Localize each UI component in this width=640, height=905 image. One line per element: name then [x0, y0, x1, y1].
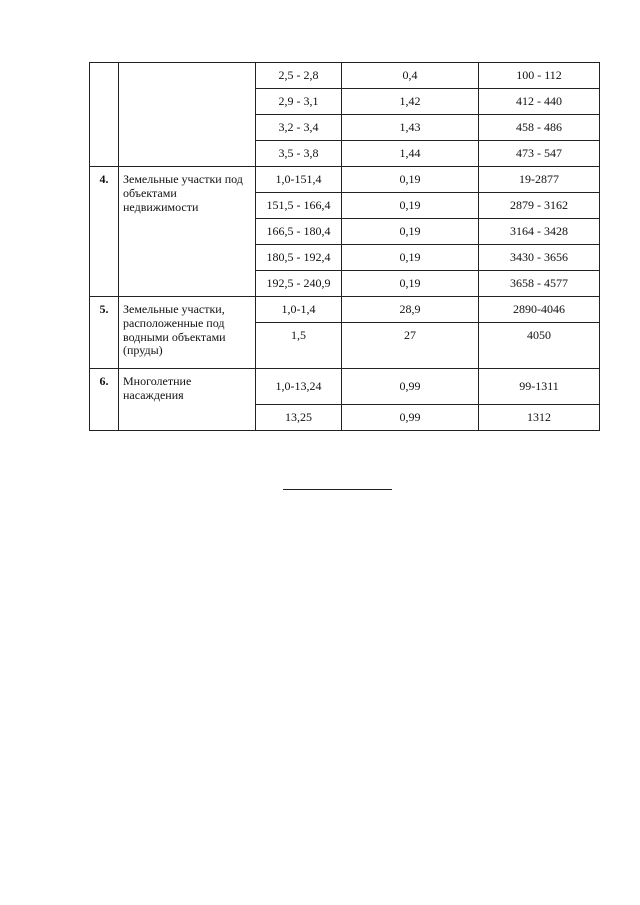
value-cell: 99-1311 — [479, 369, 600, 405]
area-range-cell: 166,5 - 180,4 — [256, 219, 342, 245]
coefficient-cell: 28,9 — [342, 297, 479, 323]
rates-table — [89, 62, 600, 431]
value-cell: 3658 - 4577 — [479, 271, 600, 297]
land-type-name: Многолетние насаждения — [119, 369, 256, 431]
area-range-cell: 2,9 - 3,1 — [256, 89, 342, 115]
coefficient-cell: 0,19 — [342, 271, 479, 297]
coefficient-cell: 1,42 — [342, 89, 479, 115]
value-cell: 4050 — [479, 323, 600, 369]
row-number: 4. — [90, 167, 119, 297]
coefficient-cell: 0,19 — [342, 167, 479, 193]
land-type-name: Земельные участки под объектами недвижимости — [119, 167, 256, 297]
value-cell: 1312 — [479, 405, 600, 431]
value-cell: 19-2877 — [479, 167, 600, 193]
land-type-name: Земельные участки, расположенные под водными объектами (пруды) — [119, 297, 256, 369]
coefficient-cell: 0,19 — [342, 219, 479, 245]
value-cell: 2879 - 3162 — [479, 193, 600, 219]
area-range-cell: 180,5 - 192,4 — [256, 245, 342, 271]
table-row — [90, 369, 600, 405]
value-cell: 3164 - 3428 — [479, 219, 600, 245]
end-of-document-line — [283, 489, 392, 490]
coefficient-cell: 0,99 — [342, 369, 479, 405]
area-range-cell: 3,5 - 3,8 — [256, 141, 342, 167]
coefficient-cell: 0,19 — [342, 193, 479, 219]
coefficient-cell: 27 — [342, 323, 479, 369]
coefficient-cell: 1,44 — [342, 141, 479, 167]
area-range-cell: 151,5 - 166,4 — [256, 193, 342, 219]
row-number: 5. — [90, 297, 119, 369]
area-range-cell: 1,0-13,24 — [256, 369, 342, 405]
table-row — [90, 167, 600, 193]
value-cell: 473 - 547 — [479, 141, 600, 167]
table-row — [90, 63, 600, 89]
table-row — [90, 297, 600, 323]
area-range-cell: 2,5 - 2,8 — [256, 63, 342, 89]
value-cell: 412 - 440 — [479, 89, 600, 115]
area-range-cell: 1,5 — [256, 323, 342, 369]
area-range-cell: 192,5 - 240,9 — [256, 271, 342, 297]
land-type-name — [119, 63, 256, 167]
coefficient-cell: 0,19 — [342, 245, 479, 271]
value-cell: 3430 - 3656 — [479, 245, 600, 271]
value-cell: 2890-4046 — [479, 297, 600, 323]
row-number: 6. — [90, 369, 119, 431]
value-cell: 458 - 486 — [479, 115, 600, 141]
area-range-cell: 1,0-1,4 — [256, 297, 342, 323]
coefficient-cell: 0,4 — [342, 63, 479, 89]
coefficient-cell: 1,43 — [342, 115, 479, 141]
area-range-cell: 13,25 — [256, 405, 342, 431]
coefficient-cell: 0,99 — [342, 405, 479, 431]
value-cell: 100 - 112 — [479, 63, 600, 89]
area-range-cell: 1,0-151,4 — [256, 167, 342, 193]
row-number — [90, 63, 119, 167]
area-range-cell: 3,2 - 3,4 — [256, 115, 342, 141]
